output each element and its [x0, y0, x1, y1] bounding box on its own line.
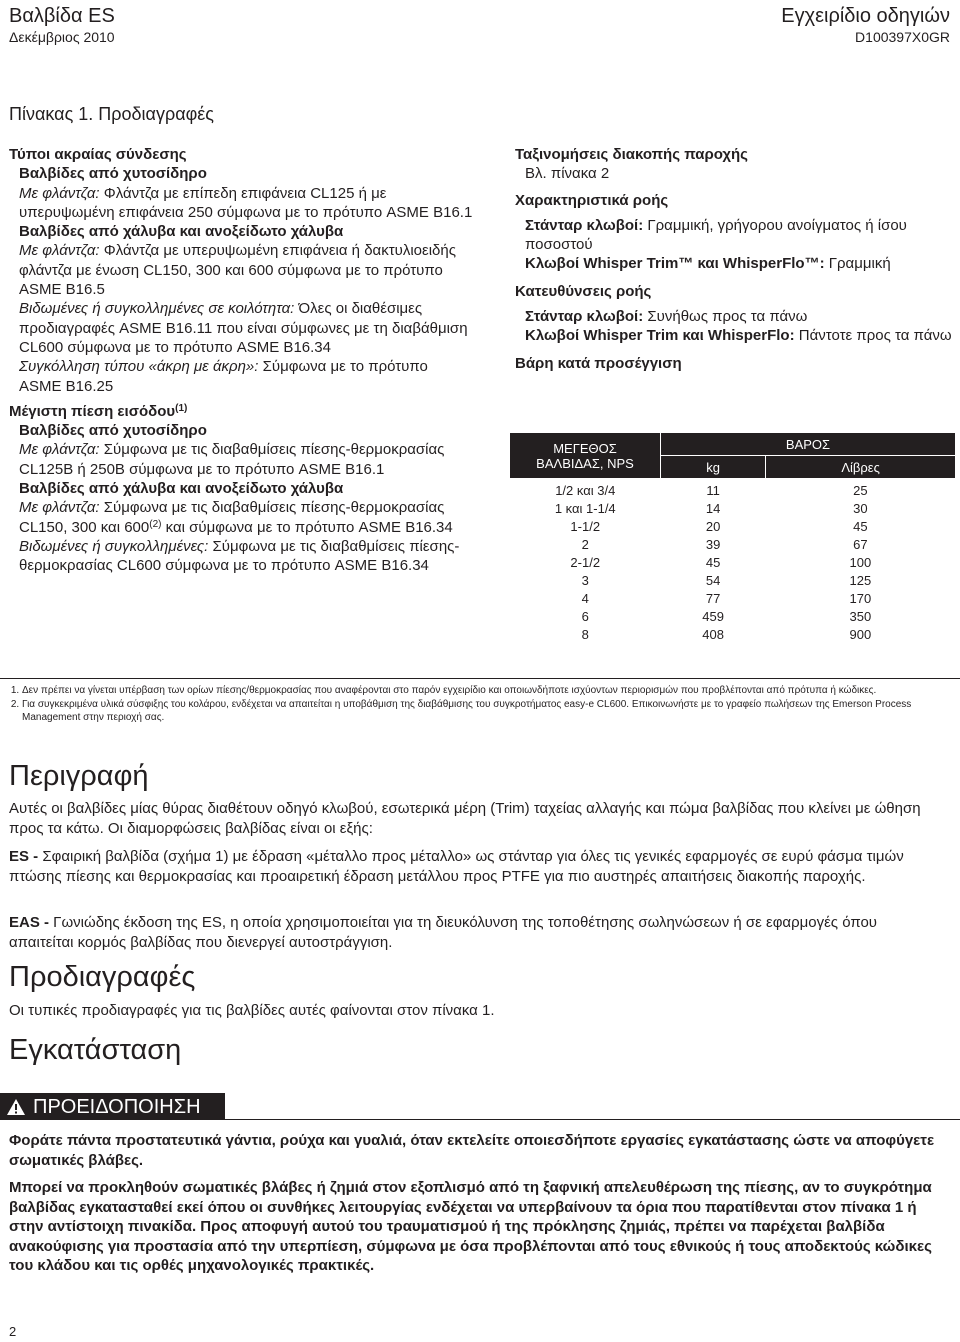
mp-ci-spec [19, 440, 474, 479]
warning-rule [225, 1119, 960, 1120]
size-cell: 1/2 και 3/4 [555, 482, 616, 498]
page-number: 2 [9, 1324, 17, 1339]
header-left [9, 4, 115, 46]
end-connection-block [9, 164, 474, 396]
lb-cell: 45 [853, 518, 868, 534]
weights-table-body [510, 478, 955, 643]
manual-title: Εγχειρίδιο οδηγιών [781, 5, 950, 27]
size-header-line2: ΒΑΛΒΙΔΑΣ, NPS [536, 455, 634, 471]
dir-whisper-text: Πάντοτε προς τα πάνω [794, 327, 952, 345]
es-text: Σφαιρική βαλβίδα (σχήμα 1) με έδραση «μέταλλο προς μέταλλο» ως στάνταρ για όλες τις γενικές εφαρμογές σε ευρύ φάσμα τιμών πτώσης πίεσης και θερμοκρασίας και προαιρετική έδραση μετάλλου προς PTFE για πιο αυστηρές απαιτήσεις διακοπής παροχής. [9, 848, 904, 885]
kg-cell: 11 [706, 482, 720, 498]
warning-triangle-icon [6, 1098, 26, 1116]
lb-cell: 67 [853, 536, 868, 552]
eas-text: Γωνιώδης έκδοση της ES, η οποία χρησιμοποιείται για τη διευκόλυνση της τοποθέτησης σωληνώσεων ή σε εφαρμογές όπου απαιτείται κορμός βαλβίδας που διενεργεί αυτοστράγγιση. [9, 914, 878, 951]
issue-date: Δεκέμβριος 2010 [9, 29, 115, 45]
whisper-text: Γραμμική [824, 255, 891, 273]
mp-ci-text: Σύμφωνα με τις διαβαθμίσεις πίεσης-θερμοκρασίας CL125B ή 250B σύμφωνα με το πρότυπο ASME B16.1 [19, 441, 445, 478]
ci-flanged-label: Με φλάντζα: [19, 184, 100, 202]
table1-title: Πίνακας 1. Προδιαγραφές [9, 104, 214, 124]
flow-dir-block [515, 307, 955, 346]
lb-header: Λίβρες [766, 456, 955, 479]
kg-cell: 39 [705, 536, 721, 552]
kg-cell: 20 [705, 518, 721, 534]
std-cage-text: Γραμμική, γρήγορου ανοίγματος ή ίσου ποσοστού [525, 216, 907, 254]
table-row [510, 478, 955, 499]
mp-sw-label: Βιδωμένες ή συγκολλημένες: [19, 537, 209, 555]
bw-text: Σύμφωνα με το πρότυπο ASME B16.25 [19, 358, 428, 395]
ci-flanged-spec [19, 184, 474, 223]
dir-std-label: Στάνταρ κλωβοί: [525, 308, 644, 326]
description-heading: Περιγραφή [9, 760, 149, 792]
warning-paragraph-1: Φοράτε πάντα προστατευτικά γάντια, ρούχα και γυαλιά, όταν εκτελείτε οποιεσδήποτε εργασίες εγκατάστασης ώστε να αποφύγετε σωματικές βλάβες. [9, 1132, 935, 1169]
es-paragraph [9, 847, 944, 886]
kg-cell: 14 [705, 500, 721, 516]
weights-heading: Βάρη κατά προσέγγιση [515, 354, 682, 372]
lb-cell: 125 [849, 572, 872, 588]
table-bottom-divider [0, 678, 960, 679]
max-pressure-heading [9, 402, 474, 421]
kg-cell: 45 [705, 554, 721, 570]
kg-header: kg [661, 456, 766, 479]
sw-label: Βιδωμένες ή συγκολλημένες σε κοιλότητα: [19, 300, 295, 318]
size-cell: 8 [581, 626, 589, 642]
product-name: Βαλβίδα ES [9, 5, 115, 27]
table-row [510, 589, 955, 607]
sw-text: Όλες οι διαθέσιμες προδιαγραφές ASME B16.11 που είναι σύμφωνες με τη διαβάθμιση CL600 σύμφωνα με το πρότυπο ASME B16.34 [19, 300, 468, 356]
st-flanged-label: Με φλάντζα: [19, 242, 100, 260]
whisper-spec [525, 254, 955, 273]
doc-code: D100397X0GR [855, 29, 950, 45]
size-cell: 2 [581, 536, 589, 552]
end-connection-heading: Τύποι ακραίας σύνδεσης [9, 146, 187, 163]
table-row [510, 571, 955, 589]
lb-cell: 100 [849, 554, 872, 570]
size-cell: 1-1/2 [570, 518, 601, 534]
lb-cell: 30 [853, 500, 868, 516]
table-row [510, 607, 955, 625]
table-row [510, 625, 955, 643]
specs-right-column [515, 145, 955, 373]
size-cell: 6 [581, 608, 589, 624]
warning-paragraph-2: Μπορεί να προκληθούν σωματικές βλάβες ή ζημιά στον εξοπλισμό από τη ξαφνική απελευθέρωση της πίεσης, αν το συγκρότημα βαλβίδας εγκατασταθεί εκεί όπου οι συνθήκες λειτουργίας ενδέχεται να υπερβαίνουν τα όρια που παρατίθενται στον πίνακα 1 ή στην αντίστοιχη πινακίδα. Προς αποφυγή αυτού του τραυματισμού ή της πρόκλησης ζημιάς, πρέπει να παρέχεται βαλβίδα ανακούφισης για προστασία από την υπερπίεση, σύμφωνα με όσα προβλέπονται από τους εθνικούς ή τους αποδεκτούς κώδικες του κλάδου και τις ορθές μηχανολογικές πρακτικές. [9, 1179, 932, 1274]
mp-st-text-b: και σύμφωνα με το πρότυπο ASME B16.34 [161, 518, 453, 536]
st-flanged-text: Φλάντζα με υπερυψωμένη επιφάνεια ή δακτυλιοειδής φλάντζα με ένωση CL150, 300 και 600 σύμφωνα με το πρότυπο ASME B16.5 [19, 242, 456, 299]
flow-dir-heading: Κατευθύνσεις ροής [515, 282, 652, 300]
eas-paragraph [9, 913, 944, 952]
lb-cell: 170 [849, 590, 872, 606]
weights-table [510, 433, 955, 643]
table-row [510, 535, 955, 553]
dir-whisper-label: Κλωβοί Whisper Trim και WhisperFlo: [525, 327, 795, 345]
mp-steel-heading: Βαλβίδες από χάλυβα και ανοξείδωτο χάλυβα [19, 480, 344, 498]
size-cell: 3 [581, 572, 589, 588]
std-cage-spec [525, 216, 955, 255]
size-cell: 4 [581, 590, 589, 606]
lb-cell: 25 [853, 482, 868, 498]
dir-whisper-spec [525, 326, 955, 345]
mp-ci-label: Με φλάντζα: [19, 441, 100, 459]
footnote-1: 1. Δεν πρέπει να γίνεται υπέρβαση των ορίων πίεσης/θερμοκρασίας που αναφέρονται στο παρόν εγχειρίδιο και οποιωνδήποτε ισχύοντων περιορισμών που προβλέπονται από πρότυπα ή κώδικες. [22, 684, 952, 698]
st-flanged-spec [19, 241, 474, 299]
mp-sw-spec [19, 537, 474, 576]
weight-header: ΒΑΡΟΣ [661, 433, 956, 456]
header-right [781, 4, 950, 46]
eas-label: EAS - [9, 914, 50, 931]
kg-cell: 77 [705, 590, 721, 606]
es-label: ES - [9, 848, 39, 865]
mp-sw-text: Σύμφωνα με τις διαβαθμίσεις πίεσης-θερμοκρασίας CL600 σύμφωνα με το πρότυπο ASME B16.34 [19, 537, 460, 575]
max-pressure-block [9, 421, 474, 575]
lb-cell: 900 [849, 626, 872, 642]
lb-cell: 350 [849, 608, 872, 624]
cast-iron-heading: Βαλβίδες από χυτοσίδηρο [19, 165, 207, 183]
whisper-label: Κλωβοί Whisper Trim™ και WhisperFlo™: [525, 255, 825, 273]
kg-cell: 408 [702, 626, 724, 642]
kg-cell: 54 [705, 572, 721, 588]
specifications-text: Οι τυπικές προδιαγραφές για τις βαλβίδες αυτές φαίνονται στον πίνακα 1. [9, 1002, 495, 1019]
mp-st-spec [19, 498, 474, 537]
size-header-line1: ΜΕΓΕΘΟΣ [553, 440, 617, 456]
bw-spec [19, 357, 474, 396]
mp-cast-iron-heading: Βαλβίδες από χυτοσίδηρο [19, 422, 207, 440]
footnote-ref-1: (1) [175, 402, 188, 414]
flow-char-heading: Χαρακτηριστικά ροής [515, 191, 669, 209]
footnote-2: 2. Για συγκεκριμένα υλικά σύσφιξης του κολάρου, ενδέχεται να απαιτείται η υποβάθμιση της διαβάθμισης του συγκροτήματος easy-e CL600. Επικοινωνήστε με το γραφείο πωλήσεων της Emerson Process Management στην περιοχή σας. [22, 698, 952, 725]
shutoff-heading: Ταξινομήσεις διακοπής παροχής [515, 146, 748, 163]
description-intro: Αυτές οι βαλβίδες μίας θύρας διαθέτουν οδηγό κλωβού, εσωτερικά μέρη (Trim) ταχείας αλλαγής και πώμα βαλβίδας που κλείνει με ώθηση προς τα κάτω. Οι διαμορφώσεις βαλβίδας είναι οι εξής: [9, 800, 921, 837]
flow-char-block [515, 216, 955, 274]
table-row [510, 499, 955, 517]
specs-left-column [9, 145, 474, 576]
size-cell: 2-1/2 [570, 554, 601, 570]
warning-banner [0, 1093, 225, 1120]
size-header [510, 433, 661, 478]
steel-heading: Βαλβίδες από χάλυβα και ανοξείδωτο χάλυβα [19, 223, 344, 241]
mp-st-text-a: Σύμφωνα με τις διαβαθμίσεις πίεσης-θερμοκρασίας CL150, 300 και 600 [19, 499, 445, 536]
installation-heading: Εγκατάσταση [9, 1034, 182, 1066]
footnotes [12, 684, 952, 725]
size-cell: 1 και 1-1/4 [554, 500, 616, 516]
shutoff-text: Βλ. πίνακα 2 [525, 165, 610, 183]
std-cage-label: Στάνταρ κλωβοί: [525, 216, 644, 234]
dir-std-text: Συνήθως προς τα πάνω [643, 308, 808, 326]
dir-std-spec [525, 307, 955, 326]
specifications-heading: Προδιαγραφές [9, 961, 196, 993]
table-row [510, 553, 955, 571]
kg-cell: 459 [702, 608, 724, 624]
ci-flanged-text: Φλάντζα με επίπεδη επιφάνεια CL125 ή με υπερυψωμένη επιφάνεια 250 σύμφωνα με το πρότυπο ASME B16.1 [19, 184, 473, 221]
bw-label: Συγκόλληση τύπου «άκρη με άκρη»: [19, 358, 259, 376]
footnote-ref-2: (2) [149, 518, 162, 530]
warning-label: ΠΡΟΕΙΔΟΠΟΙΗΣΗ [33, 1096, 201, 1118]
mp-st-label: Με φλάντζα: [19, 499, 100, 517]
sw-spec [19, 299, 474, 357]
max-pressure-title: Μέγιστη πίεση εισόδου [9, 402, 176, 420]
table-row [510, 517, 955, 535]
